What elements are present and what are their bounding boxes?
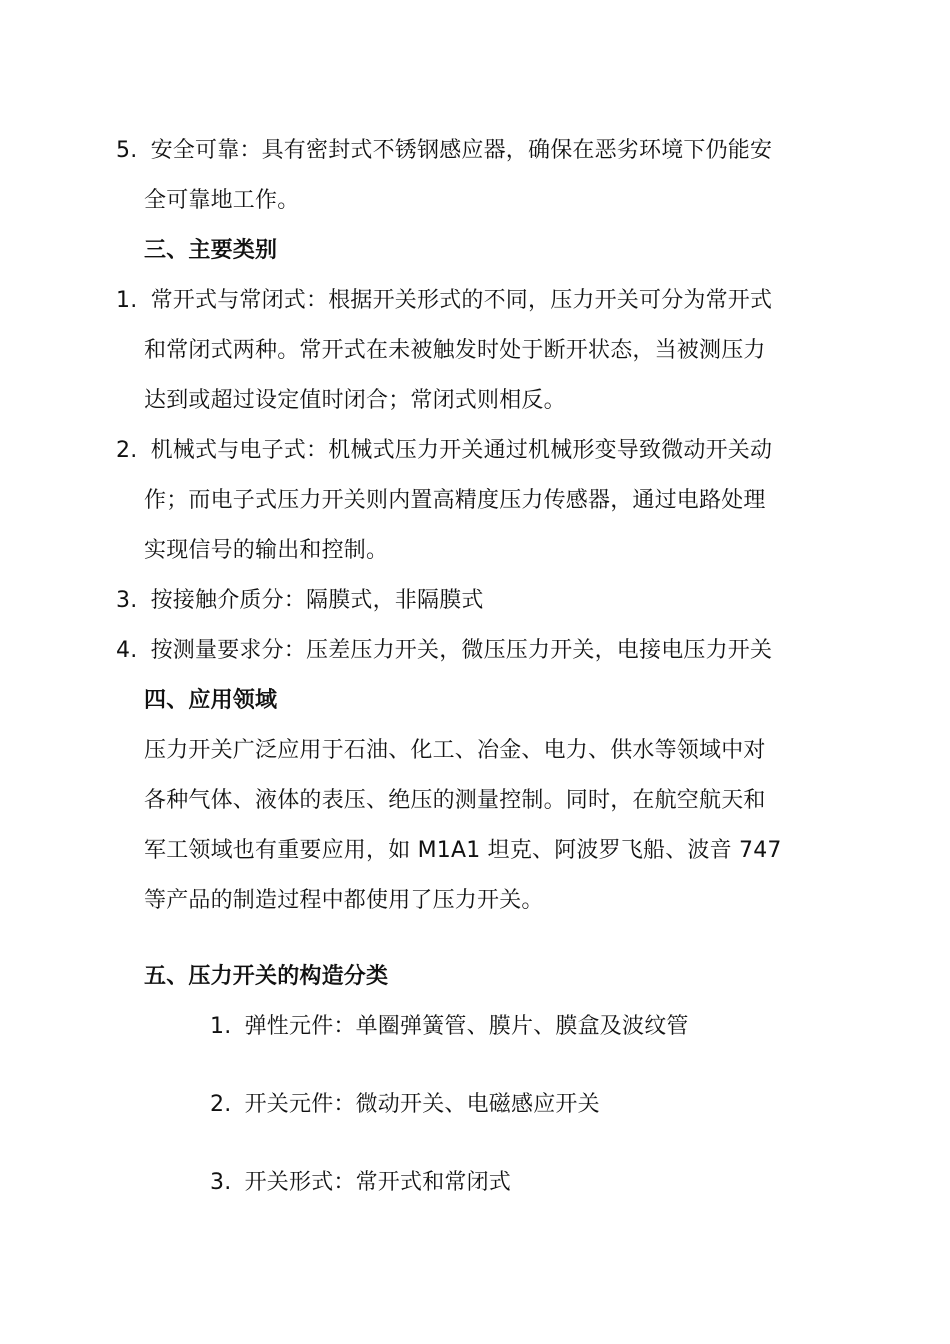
- list-number: 2.: [116, 438, 138, 463]
- category-item-2: [116, 436, 772, 466]
- category-item-3: [116, 586, 484, 616]
- section-heading-applications: 四、应用领域: [144, 688, 278, 713]
- construction-item-2: [210, 1090, 600, 1120]
- list-text: 弹性元件：单圈弹簧管、膜片、膜盒及波纹管: [244, 1014, 689, 1039]
- section-heading-construction: 五、压力开关的构造分类: [144, 964, 389, 989]
- list-text: 按测量要求分：压差压力开关，微压压力开关，电接电压力开关: [150, 638, 773, 663]
- list-number: 1.: [210, 1014, 232, 1039]
- list-item-5: [116, 136, 772, 166]
- category-item-1: [116, 286, 772, 316]
- list-number: 5.: [116, 138, 138, 163]
- list-text: 安全可靠：具有密封式不锈钢感应器，确保在恶劣环境下仍能安: [150, 138, 773, 163]
- list-text: 常开式与常闭式：根据开关形式的不同，压力开关可分为常开式: [150, 288, 773, 313]
- category-item-2-line-3: 实现信号的输出和控制。: [144, 538, 389, 563]
- category-item-1-line-3: 达到或超过设定值时闭合；常闭式则相反。: [144, 388, 566, 413]
- list-number: 3.: [210, 1170, 232, 1195]
- list-text: 机械式与电子式：机械式压力开关通过机械形变导致微动开关动: [150, 438, 773, 463]
- list-text: 按接触介质分：隔膜式，非隔膜式: [150, 588, 484, 613]
- list-number: 3.: [116, 588, 138, 613]
- applications-paragraph-line-4: 等产品的制造过程中都使用了压力开关。: [144, 888, 544, 913]
- list-number: 4.: [116, 638, 138, 663]
- construction-item-1: [210, 1012, 689, 1042]
- section-heading-categories: 三、主要类别: [144, 238, 278, 263]
- construction-item-3: [210, 1168, 511, 1198]
- list-text: 开关元件：微动开关、电磁感应开关: [244, 1092, 600, 1117]
- applications-paragraph-line-1: 压力开关广泛应用于石油、化工、冶金、电力、供水等领域中对: [144, 738, 766, 763]
- applications-paragraph-line-2: 各种气体、液体的表压、绝压的测量控制。同时，在航空航天和: [144, 788, 766, 813]
- category-item-1-line-2: 和常闭式两种。常开式在未被触发时处于断开状态，当被测压力: [144, 338, 766, 363]
- list-number: 1.: [116, 288, 138, 313]
- category-item-2-line-2: 作；而电子式压力开关则内置高精度压力传感器，通过电路处理: [144, 488, 766, 513]
- list-item-5-continuation: 全可靠地工作。: [144, 188, 300, 213]
- category-item-4: [116, 636, 772, 666]
- applications-paragraph-line-3: 军工领域也有重要应用，如 M1A1 坦克、阿波罗飞船、波音 747: [144, 838, 782, 863]
- list-number: 2.: [210, 1092, 232, 1117]
- list-text: 开关形式：常开式和常闭式: [244, 1170, 511, 1195]
